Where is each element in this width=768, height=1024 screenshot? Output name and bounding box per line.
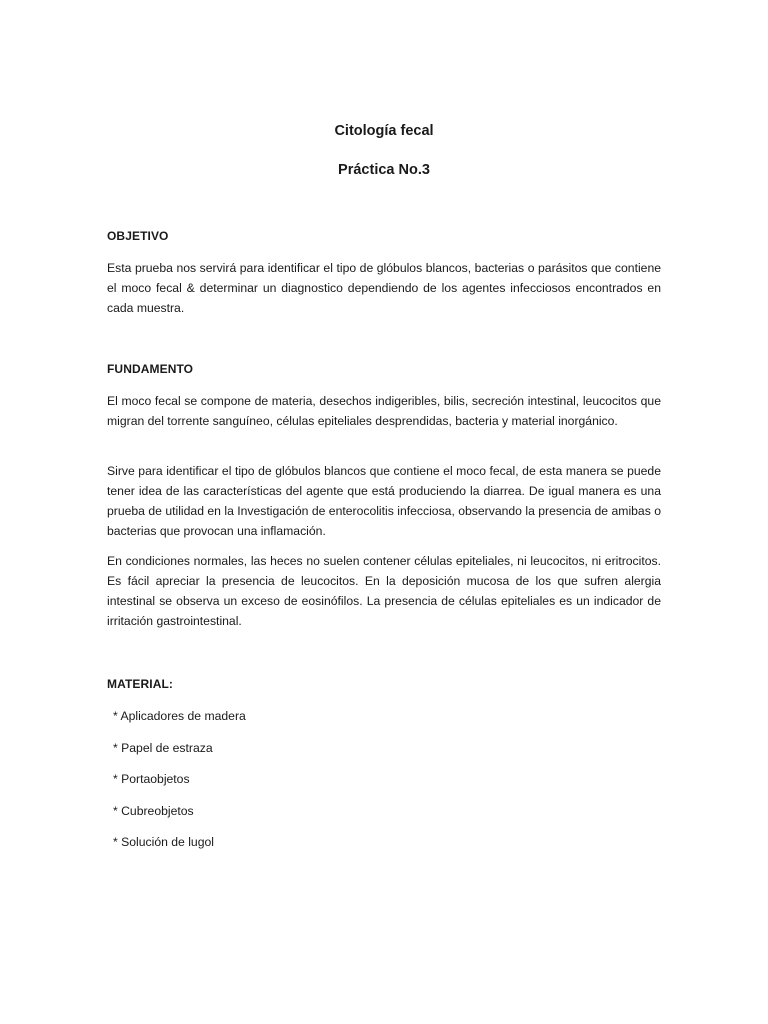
material-item: * Portaobjetos: [113, 772, 190, 786]
material-item: * Cubreobjetos: [113, 803, 194, 818]
material-item: * Aplicadores de madera: [113, 709, 246, 723]
fundamento-paragraph-1: El moco fecal se compone de materia, desechos indigeribles, bilis, secreción intestinal, leucocitos que migran del torrente sanguíneo, células epiteliales desprendidas, bacteria y material inorgánico.: [107, 394, 661, 428]
document-title: Citología fecal: [334, 123, 434, 139]
section-heading-fundamento: FUNDAMENTO: [107, 362, 194, 376]
material-list: [113, 706, 246, 864]
fundamento-paragraph-3: En condiciones normales, las heces no suelen contener células epiteliales, ni leucocitos, ni eritrocitos. Es fácil apreciar la presencia de leucocitos. En la deposición mucosa de los que sufren alergia intestinal se observa un exceso de eosinófilos. La presencia de células epiteliales es un indicador de irritación gastrointestinal.: [107, 554, 661, 628]
material-item: * Solución de lugol: [113, 835, 214, 849]
practice-number-title: Práctica No.3: [338, 162, 430, 178]
material-item: * Papel de estraza: [113, 740, 213, 755]
fundamento-paragraph-2: Sirve para identificar el tipo de glóbulos blancos que contiene el moco fecal, de esta manera se puede tener idea de las características del agente que está produciendo la diarrea. De igual manera es una prueba de utilidad en la Investigación de enterocolitis infecciosa, observando la presencia de amibas o bacterias que provocan una inflamación.: [107, 464, 661, 538]
objetivo-paragraph: Esta prueba nos servirá para identificar el tipo de glóbulos blancos, bacterias o parásitos que contiene el moco fecal & determinar un diagnostico dependiendo de los agentes infecciosos encontrados en cada muestra.: [107, 261, 661, 315]
section-heading-objetivo: OBJETIVO: [107, 229, 169, 243]
section-heading-material: MATERIAL:: [107, 677, 173, 691]
